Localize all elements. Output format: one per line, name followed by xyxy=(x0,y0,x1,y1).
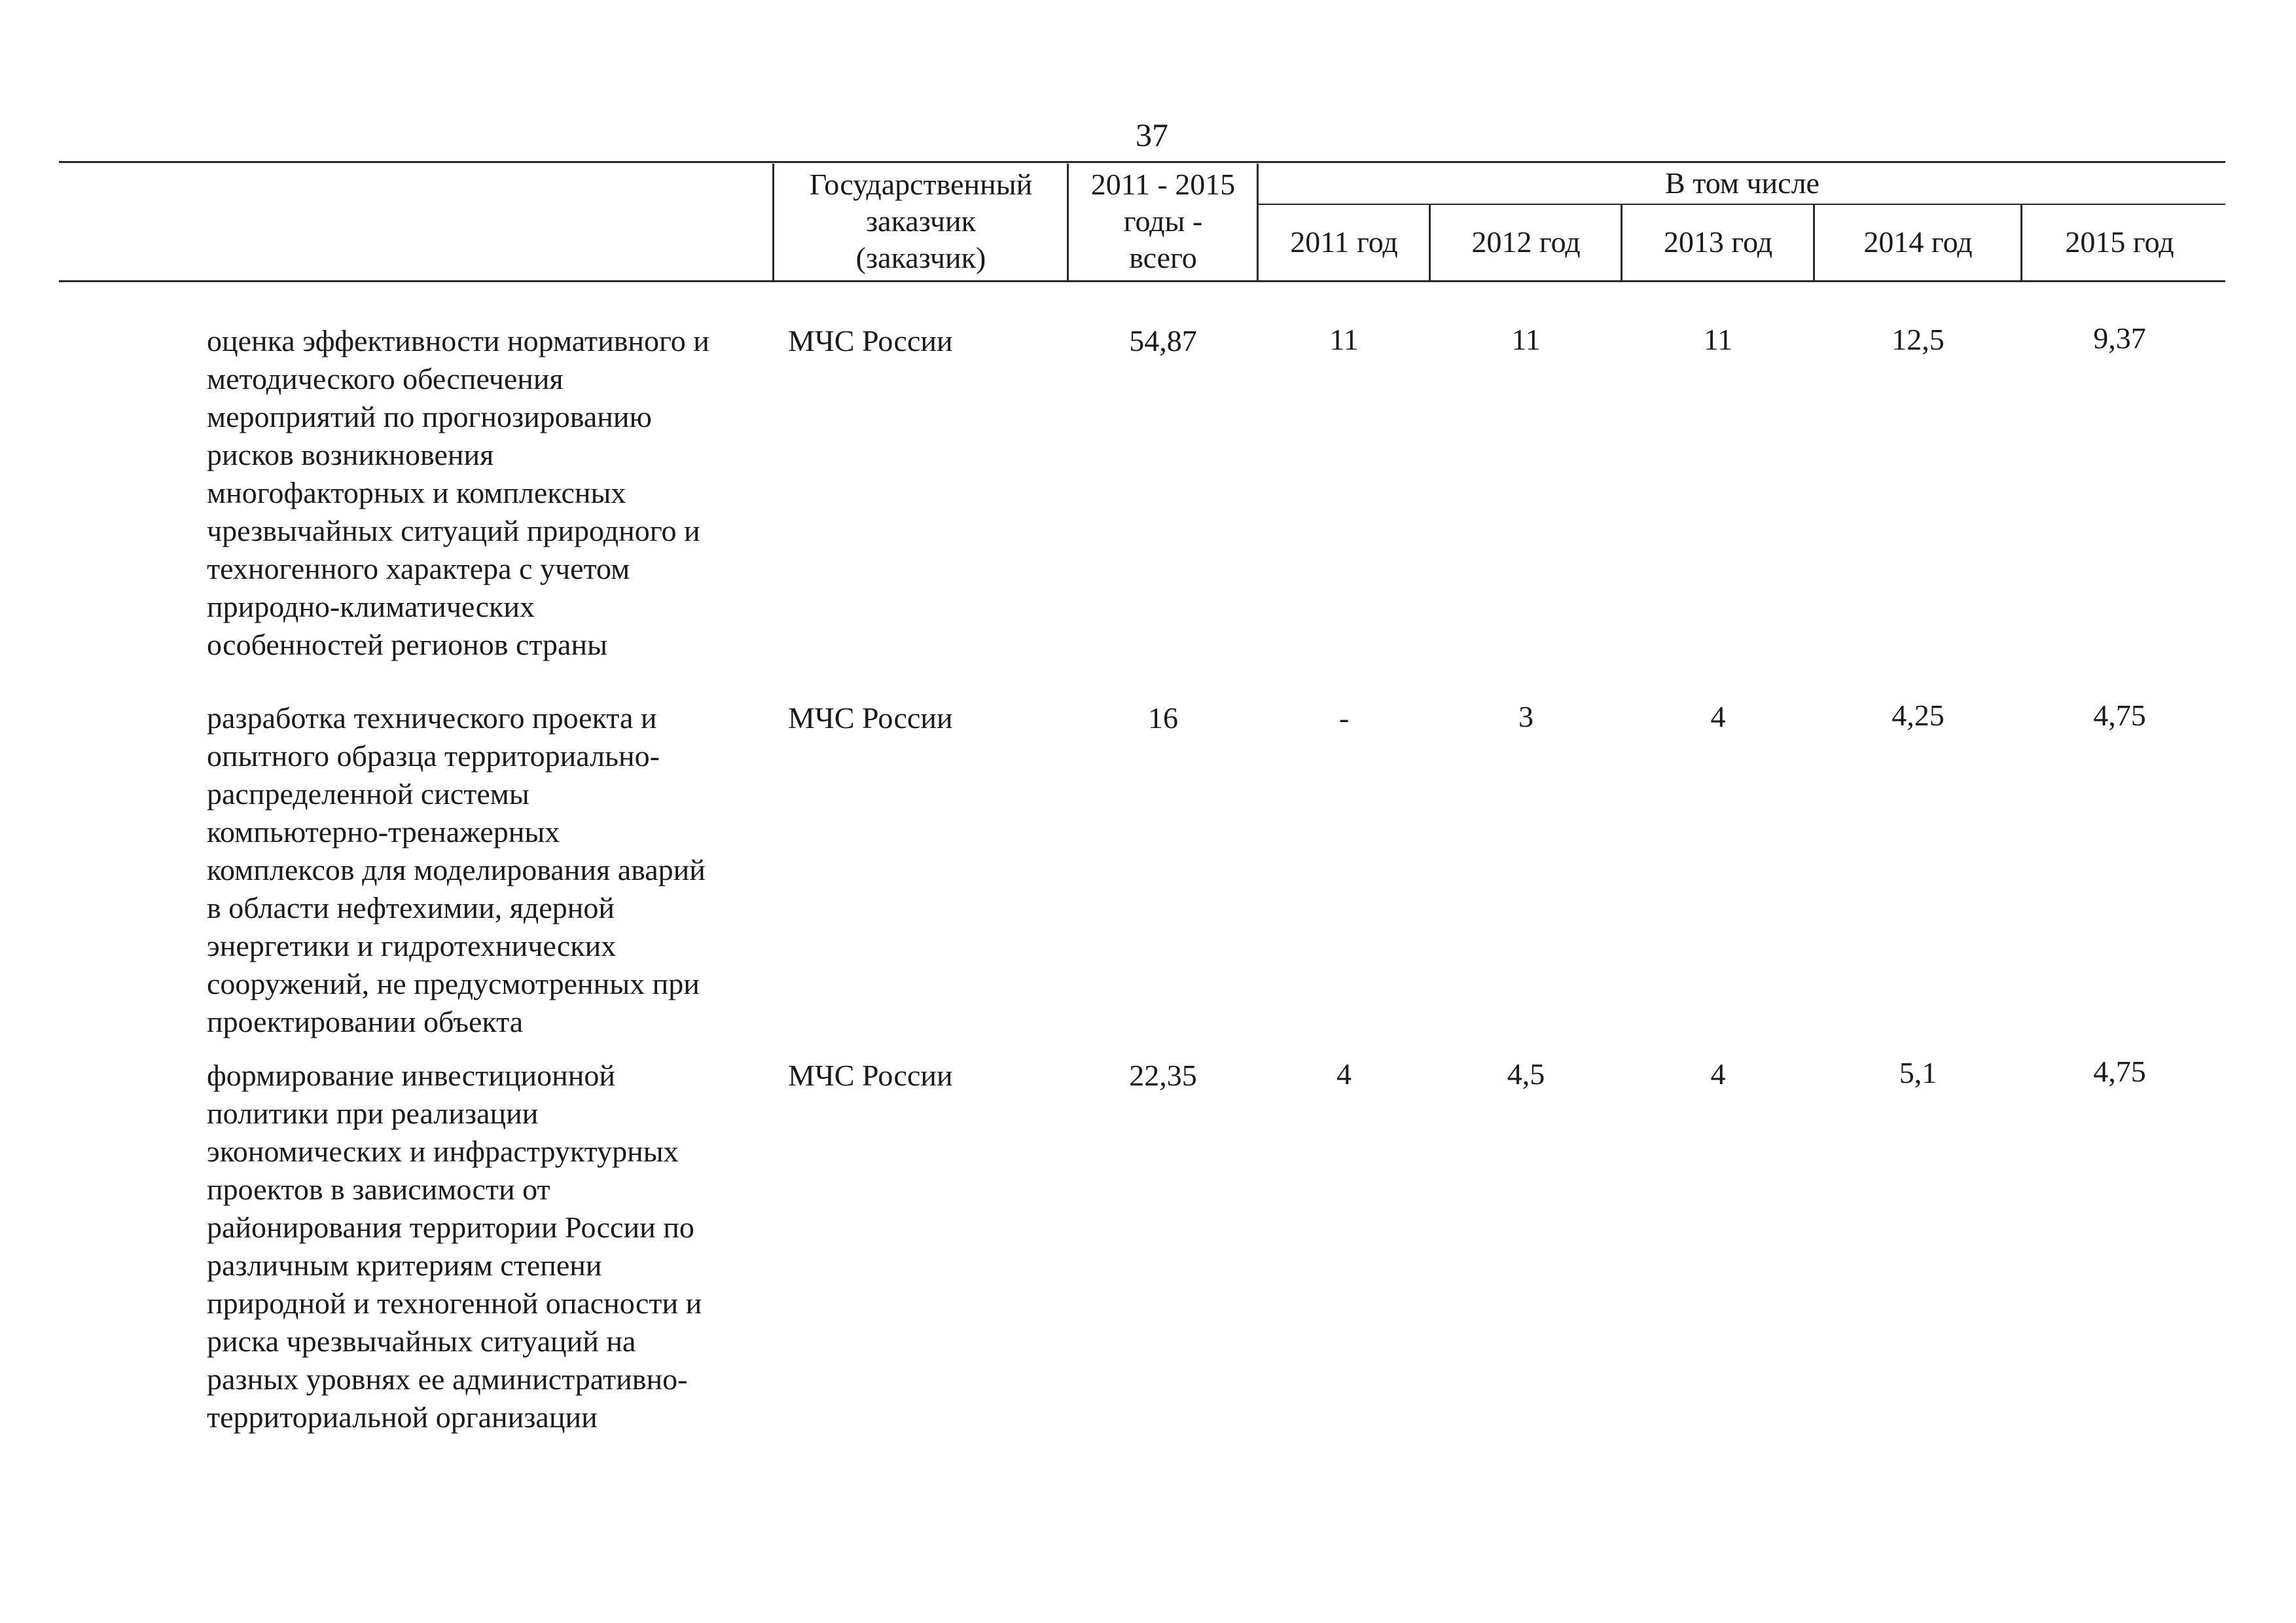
row-2-total: 16 xyxy=(1148,701,1178,735)
header-year-2012: 2012 год xyxy=(1471,225,1581,259)
row-1-2013: 11 xyxy=(1703,323,1733,356)
row-3-2012: 4,5 xyxy=(1507,1057,1545,1091)
row-1-customer: МЧС России xyxy=(788,324,953,357)
row-1-2015: 9,37 xyxy=(2093,321,2146,355)
row-3-2011: 4 xyxy=(1336,1057,1352,1091)
header-col-divider xyxy=(1813,204,1815,282)
header-col-divider xyxy=(1621,204,1623,282)
years-divider-rule xyxy=(1258,204,2225,205)
header-col-divider xyxy=(2020,204,2022,282)
row-3-2015: 4,75 xyxy=(2093,1055,2146,1088)
header-year-2014: 2014 год xyxy=(1863,225,1973,259)
header-including: В том числе xyxy=(1665,166,1820,200)
header-col-divider xyxy=(1067,164,1069,282)
row-2-2013: 4 xyxy=(1710,700,1726,733)
header-bottom-rule xyxy=(59,280,2225,282)
row-3-2014: 5,1 xyxy=(1899,1056,1937,1089)
row-2-2014: 4,25 xyxy=(1892,699,1945,732)
header-year-2013: 2013 год xyxy=(1663,225,1773,259)
row-3-2013: 4 xyxy=(1710,1057,1726,1091)
header-customer: Государственный заказчик (заказчик) xyxy=(809,168,1033,274)
row-3-name: формирование инвестиционной политики при реализации экономических и инфраструктурных проектов в зависимости от районирования территории России по различным критериям степени природной и техногенной опасности и риска чрезвычайных ситуаций на разных уровнях ее административно- территориальной организации xyxy=(207,1059,702,1434)
row-3-total: 22,35 xyxy=(1129,1059,1197,1092)
header-col-divider xyxy=(772,164,774,282)
header-col-divider xyxy=(1429,204,1431,282)
row-1-total: 54,87 xyxy=(1129,324,1197,357)
row-3-customer: МЧС России xyxy=(788,1059,953,1092)
row-1-2014: 12,5 xyxy=(1892,323,1945,356)
row-2-2011: - xyxy=(1338,701,1350,735)
row-2-customer: МЧС России xyxy=(788,701,953,735)
page-number: 37 xyxy=(1136,117,1168,153)
row-2-name: разработка технического проекта и опытного образца территориально- распределенной системы компьютерно-тренажерных комплексов для моделирования аварий в области нефтехимии, ядерной энергетики и гидротехнических сооружений, не предусмотренных при проектировании объекта xyxy=(207,701,706,1038)
row-1-2012: 11 xyxy=(1511,323,1541,356)
row-1-2011: 11 xyxy=(1329,323,1359,356)
row-2-2015: 4,75 xyxy=(2093,699,2146,732)
header-top-rule xyxy=(59,161,2225,163)
header-year-2011: 2011 год xyxy=(1290,225,1398,259)
header-total: 2011 - 2015 годы - всего xyxy=(1090,168,1236,274)
row-2-2012: 3 xyxy=(1518,700,1534,733)
header-year-2015: 2015 год xyxy=(2065,225,2174,259)
header-col-divider xyxy=(1257,164,1259,282)
row-1-name: оценка эффективности нормативного и методического обеспечения мероприятий по прогнозированию рисков возникновения многофакторных и комплексных чрезвычайных ситуаций природного и техногенного характера с учетом природно-климатических особенностей регионов страны xyxy=(207,324,709,661)
